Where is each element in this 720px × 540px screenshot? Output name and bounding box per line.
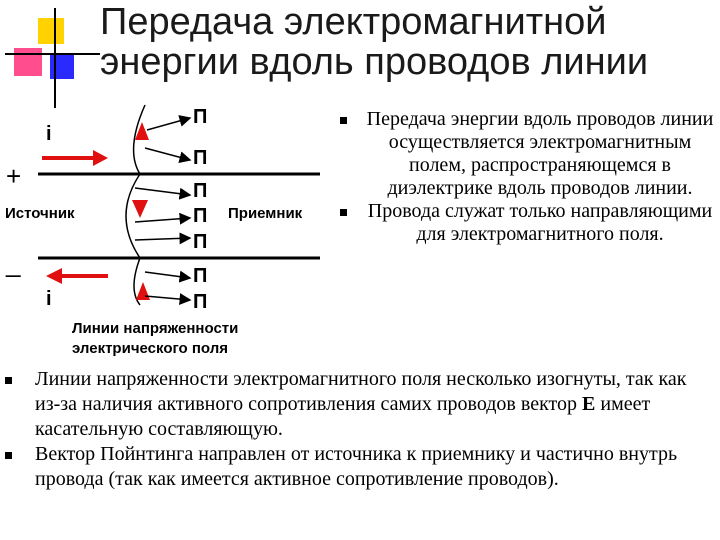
right-bullet-2 (340, 200, 715, 246)
right-bullet-2-text: Провода служат только направляющими для электромагнитного поля. (367, 200, 713, 245)
transmission-diagram (0, 95, 345, 370)
bottom-bullet-1 (0, 367, 715, 442)
poynting-symbol-3: П (193, 180, 208, 202)
poynting-symbol-2: П (193, 147, 208, 169)
bottom-bullet-1-after: имеет касательную составляющую. (35, 393, 651, 440)
poynting-arrow-5 (135, 238, 190, 240)
receiver-label: Приемник (228, 205, 303, 222)
blue-square (50, 55, 74, 79)
poynting-arrow-6 (145, 272, 190, 278)
bottom-bullets (0, 367, 715, 492)
right-bullet-1-text: Передача энергии вдоль проводов линии осуществляется электромагнитным полем, распространяющемся в диэлектрике вдоль проводов линии. (366, 108, 714, 199)
current-label-bottom: i (46, 288, 52, 310)
title-line-1: Передача электромагнитной (100, 1, 607, 43)
poynting-arrow-4 (135, 218, 190, 222)
e-arrow-middle (132, 200, 148, 218)
source-label: Источник (5, 205, 75, 222)
current-label-top: i (46, 123, 52, 145)
poynting-symbol-7: П (193, 291, 208, 313)
poynting-arrow-3 (135, 188, 190, 195)
corner-decoration (0, 0, 100, 110)
field-lines-caption-1: Линии напряженности (72, 320, 239, 337)
field-lines-caption-2: электрического поля (72, 340, 228, 357)
poynting-arrow-7 (145, 296, 190, 300)
bottom-bullet-1-before: Линии напряженности электромагнитного поля несколько изогнуты, так как из-за наличия активного сопротивления самих проводов вектор (35, 368, 687, 415)
title-line-2: энергии вдоль проводов линии (100, 41, 649, 83)
yellow-square (38, 18, 64, 44)
bottom-bullet-2-text: Вектор Пойнтинга направлен от источника к приемнику и частично внутрь провода (так как имеется активное сопротивление проводов). (35, 443, 678, 490)
current-arrow-top-head (93, 150, 108, 166)
poynting-arrow-1 (147, 118, 190, 130)
e-arrow-bottom (136, 282, 150, 300)
slide-title (100, 2, 710, 82)
bullet-square-icon (340, 117, 347, 124)
bullet-square-icon (5, 452, 12, 459)
bullet-square-icon (5, 377, 12, 384)
poynting-symbol-6: П (193, 265, 208, 287)
plus-sign: + (6, 161, 22, 191)
poynting-arrow-2 (145, 148, 190, 160)
bottom-bullet-2 (0, 442, 715, 492)
pink-square (14, 48, 42, 76)
right-bullets (340, 108, 715, 246)
field-line-middle (126, 174, 140, 258)
bullet-square-icon (340, 209, 347, 216)
right-bullet-1 (340, 108, 715, 200)
minus-sign: _ (6, 248, 21, 278)
poynting-symbol-4: П (193, 205, 208, 227)
vector-e-symbol: E (582, 393, 596, 415)
current-arrow-bottom-head (46, 268, 62, 284)
poynting-symbol-5: П (193, 231, 208, 253)
poynting-symbol-1: П (193, 106, 208, 128)
